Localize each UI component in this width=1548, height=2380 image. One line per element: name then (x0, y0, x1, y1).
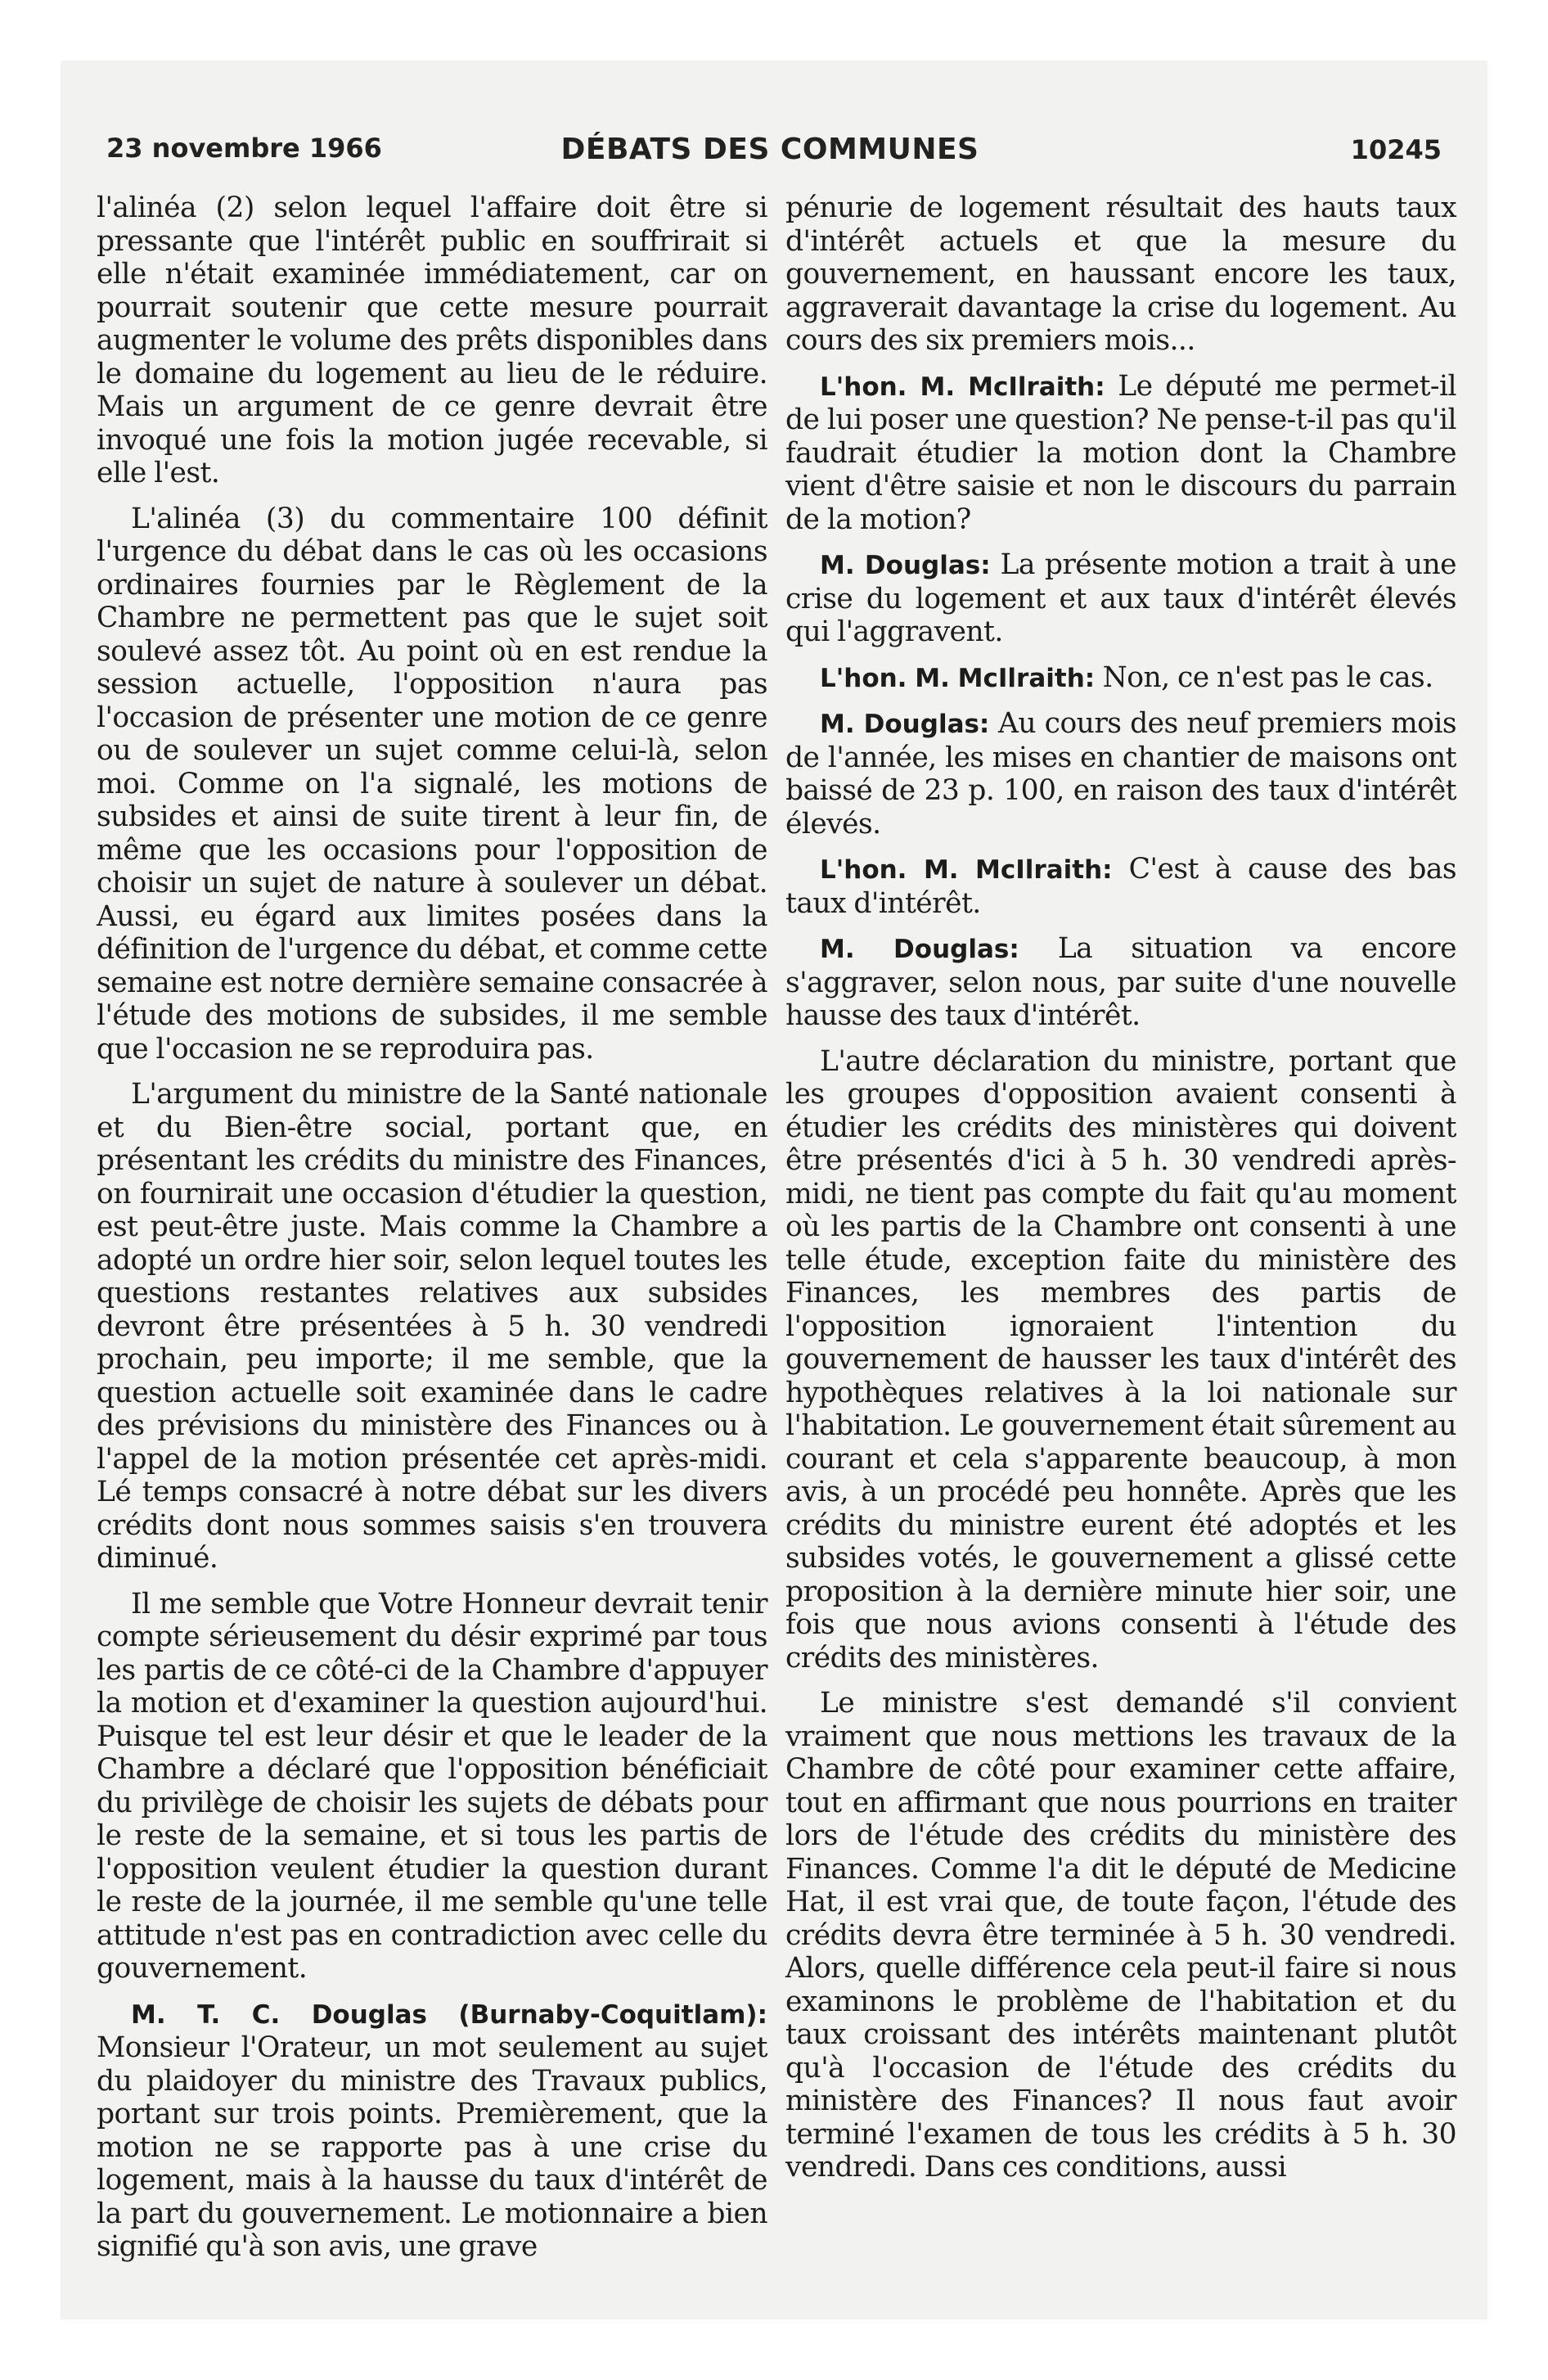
header-date: 23 novembre 1966 (106, 133, 382, 164)
speaker-paragraph (785, 661, 1456, 696)
page-number: 10245 (1350, 134, 1442, 165)
paragraph-text: Le député me permet-il de lui poser une question? Ne pense-t-il pas qu'il faudrait étudier la motion dont la Chambre vient d'être saisie et non le discours du parrain de la motion? (785, 369, 1456, 536)
paragraph-text: L'alinéa (3) du commentaire 100 définit l'urgence du débat dans le cas où les occasions ordinaires fournies par le Règlement de la Chambre ne permettent pas que le sujet soit soulevé assez tôt. Au point où en est rendue la session actuelle, l'opposition n'aura pas l'occasion de présenter une motion de ce genre ou de soulever un sujet comme celui-là, selon moi. Comme on l'a signalé, les motions de subsides et ainsi de suite tirent à leur fin, de même que les occasions pour l'opposition de choisir un sujet de nature à soulever un débat. Aussi, eu égard aux limites posées dans la définition de l'urgence du débat, et comme cette semaine est notre dernière semaine consacrée à l'étude des motions de subsides, il me semble que l'occasion ne se reproduira pas. (97, 502, 767, 1066)
paragraph (97, 1078, 767, 1575)
speaker-name: L'hon. M. McIlraith: (820, 855, 1113, 885)
page-header (95, 129, 1445, 170)
paragraph-text: L'autre déclaration du ministre, portant que les groupes d'opposition avaient consenti à étudier les crédits des ministères qui doivent être présentés d'ici à 5 h. 30 vendredi après-midi, ne tient pas compte du fait qu'au moment où les partis de la Chambre ont consenti à une telle étude, exception faite du ministère des Finances, les membres des partis de l'opposition ignoraient l'intention du gouvernement de hausser les taux d'intérêt des hypothèques relatives à la loi nationale sur l'habitation. Le gouvernement était sûrement au courant et cela s'apparente beaucoup, à mon avis, à un procédé peu honnête. Après que les crédits du ministre eurent été adoptés et les subsides votés, le gouvernement a glissé cette proposition à la dernière minute hier soir, une fois que nous avions consenti à l'étude des crédits des ministères. (785, 1044, 1456, 1675)
header-title: DÉBATS DES COMMUNES (560, 133, 979, 166)
paragraph (785, 192, 1456, 358)
speaker-name: M. Douglas: (820, 710, 990, 739)
paragraph-text: La présente motion a trait à une crise du logement et aux taux d'intérêt élevés qui l'aggravent. (785, 548, 1457, 648)
paragraph-text: Non, ce n'est pas le cas. (1102, 660, 1433, 694)
paragraph-text: pénurie de logement résultait des hauts taux d'intérêt actuels et que la mesure du gouvernement, en haussant encore les taux, aggraverait davantage la crise du logement. Au cours des six premiers mois... (785, 192, 1456, 357)
paragraph (785, 1687, 1456, 2184)
speaker-paragraph (785, 548, 1456, 649)
paragraph-text: C'est à cause des bas taux d'intérêt. (785, 853, 1456, 920)
paragraph-text: L'argument du ministre de la Santé nationale et du Bien-être social, portant que, en présentant les crédits du ministre des Finances, on fournirait une occasion d'étudier la question, est peut-être juste. Mais comme la Chambre a adopté un ordre hier soir, selon lequel toutes les questions restantes relatives aux subsides devront être présentées à 5 h. 30 vendredi prochain, peu importe; il me semble, que la question actuelle soit examinée dans le cadre des prévisions du ministère des Finances ou à l'appel de la motion présentée cet après-midi. Lé temps consacré à notre débat sur les divers crédits dont nous sommes saisis s'en trouvera diminué. (97, 1078, 767, 1575)
paragraph-text: La situation va encore s'aggraver, selon nous, par suite d'une nouvelle hausse des taux d'intérêt. (785, 932, 1456, 1032)
speaker-name: M. Douglas: (820, 935, 1019, 964)
left-column (97, 192, 767, 2276)
speaker-paragraph (785, 370, 1456, 537)
speaker-paragraph (785, 707, 1456, 841)
paragraph-text: l'alinéa (2) selon lequel l'affaire doit être si pressante que l'intérêt public en souffrirait si elle n'était examinée immédiatement, car on pourrait soutenir que cette mesure pourrait augmenter le volume des prêts disponibles dans le domaine du logement au lieu de le réduire. Mais un argument de ce genre devrait être invoqué une fois la motion jugée recevable, si elle l'est. (97, 192, 767, 489)
paragraph (97, 192, 767, 490)
paragraph (785, 1045, 1456, 1675)
paragraph (97, 503, 767, 1066)
speaker-paragraph (785, 853, 1456, 920)
speaker-name: L'hon. M. McIlraith: (820, 663, 1096, 693)
speaker-name: M. Douglas: (820, 551, 991, 580)
paragraph-text: Monsieur l'Orateur, un mot seulement au sujet du plaidoyer du ministre des Travaux publics, portant sur trois points. Premièrement, que la motion ne se rapporte pas à une crise du logement, mais à la hausse du taux d'intérêt de la part du gouvernement. Le motionnaire a bien signifié qu'à son avis, une grave (97, 2031, 767, 2263)
speaker-name: M. T. C. Douglas (Burnaby-Coquitlam): (131, 1999, 767, 2030)
paragraph-text: Il me semble que Votre Honneur devrait tenir compte sérieusement du désir exprimé par tous les partis de ce côté-ci de la Chambre d'appuyer la motion et d'examiner la question aujourd'hui. Puisque tel est leur désir et que le leader de la Chambre a déclaré que l'opposition bénéficiait du privilège de choisir les sujets de débats pour le reste de la semaine, et si tous les partis de l'opposition veulent étudier la question durant le reste de la journée, il me semble qu'une telle attitude n'est pas en contradiction avec celle du gouvernement. (97, 1587, 767, 1985)
right-column (785, 192, 1456, 2197)
speaker-paragraph (97, 1998, 767, 2264)
speaker-name: L'hon. M. McIlraith: (820, 372, 1105, 402)
speaker-paragraph (785, 932, 1456, 1033)
paragraph-text: Au cours des neuf premiers mois de l'année, les mises en chantier de maisons ont baissé de 23 p. 100, en raison des taux d'intérêt élevés. (785, 707, 1456, 841)
paragraph (97, 1588, 767, 1986)
paragraph-text: Le ministre s'est demandé s'il convient vraiment que nous mettions les travaux de la Chambre de côté pour examiner cette affaire, tout en affirmant que nous pourrions en traiter lors de l'étude des crédits du ministère des Finances. Comme l'a dit le député de Medicine Hat, il est vrai que, de toute façon, l'étude des crédits devra être terminée à 5 h. 30 vendredi. Alors, quelle différence cela peut-il faire si nous examinons le problème de l'habitation et du taux croissant des intérêts maintenant plutôt qu'à l'occasion de l'étude des crédits du ministère des Finances? Il nous faut avoir terminé l'examen de tous les crédits à 5 h. 30 vendredi. Dans ces conditions, aussi (785, 1687, 1456, 2184)
